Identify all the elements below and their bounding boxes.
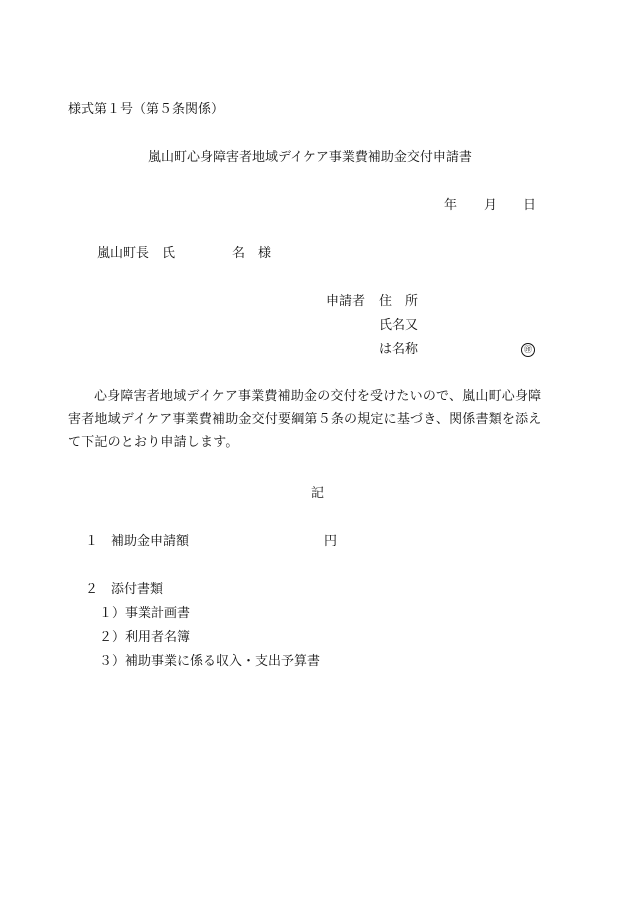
addressee-name: 嵐山町長 氏 — [97, 246, 176, 261]
date-year: 年 — [444, 198, 458, 213]
item1-number: １ — [85, 534, 99, 549]
applicant-label: 申請者 — [326, 294, 366, 309]
addressee-suffix: 名 様 — [232, 246, 272, 261]
item1-unit: 円 — [324, 534, 338, 549]
applicant-address-label: 住 所 — [379, 294, 419, 309]
document-item-1: １）事業計画書 — [99, 606, 191, 621]
document-item-3: ３）補助事業に係る収入・支出予算書 — [99, 654, 321, 669]
item2-label: 添付書類 — [111, 582, 164, 597]
applicant-name-label-2: は名称 — [379, 342, 419, 357]
ki-heading: 記 — [311, 486, 325, 501]
date-day: 日 — [523, 198, 537, 213]
document-item-2: ２）利用者名簿 — [99, 630, 191, 645]
body-paragraph: 心身障害者地域デイケア事業費補助金の交付を受けたいので、嵐山町心身障害者地域デイケア事業費補助金交付要綱第５条の規定に基づき、関係書類を添えて下記のとおり申請します。 — [68, 389, 542, 450]
seal-mark: ㊞ — [521, 343, 535, 357]
item1-label: 補助金申請額 — [111, 534, 190, 549]
applicant-name-label-1: 氏名又 — [379, 318, 419, 333]
date-month: 月 — [484, 198, 498, 213]
form-number: 様式第１号（第５条関係） — [68, 102, 225, 117]
document-title: 嵐山町心身障害者地域デイケア事業費補助金交付申請書 — [148, 150, 472, 165]
item2-number: ２ — [85, 582, 99, 597]
